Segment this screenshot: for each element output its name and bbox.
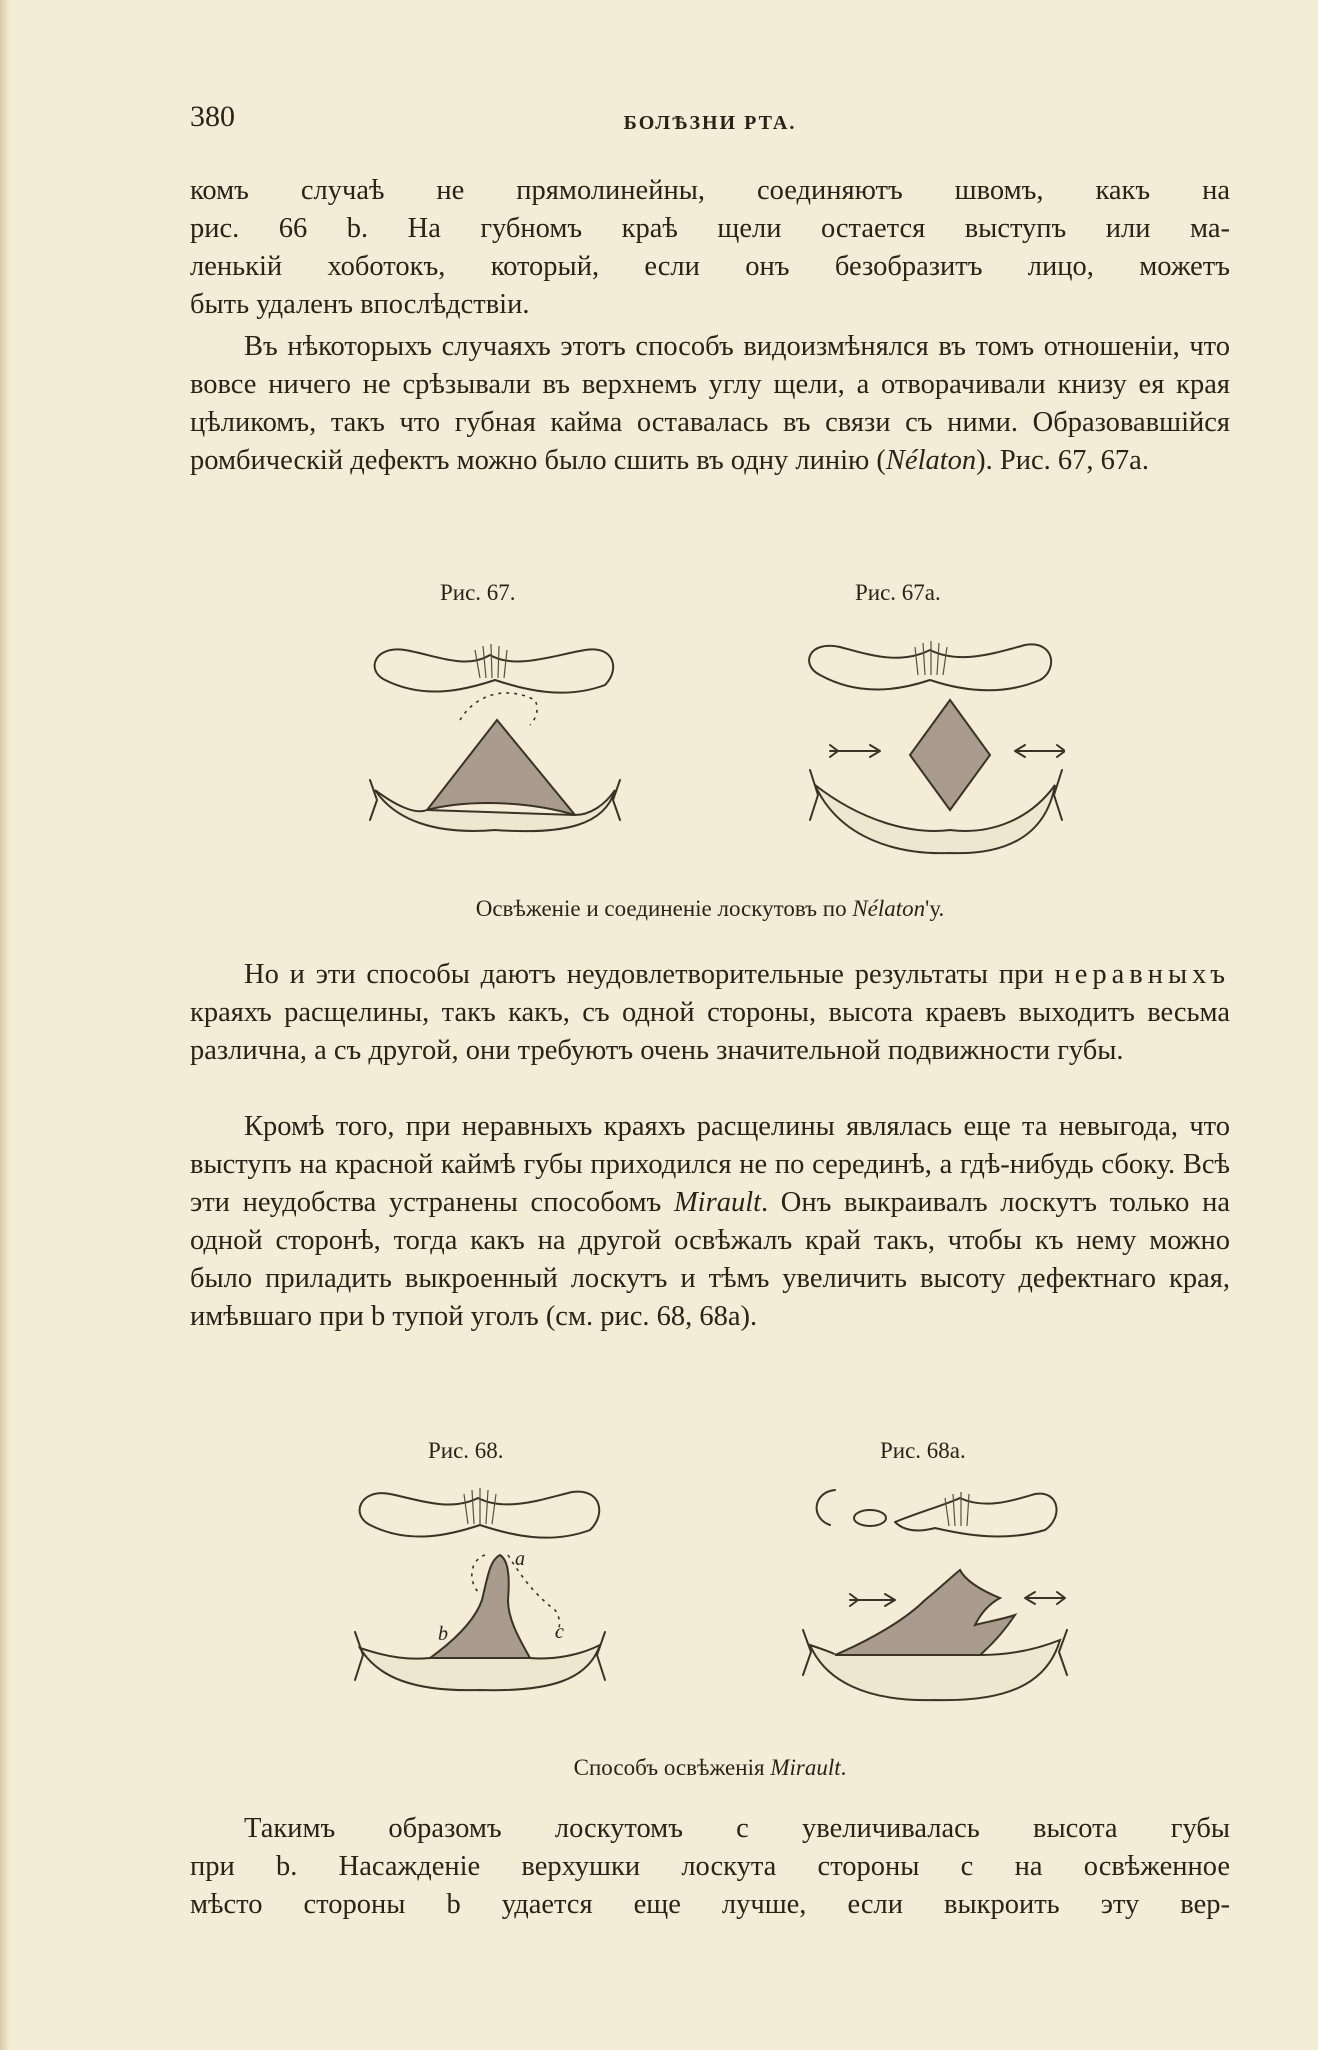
caption-1-suffix: 'у.: [925, 896, 945, 921]
paragraph-3-text-end: краяхъ расщелины, такъ какъ, съ одной стороны, высота краевъ выходитъ весьма различна, а съ другой, они требуютъ очень значительной подвижности губы.: [190, 997, 1230, 1066]
figure-67-label: Рис. 67.: [440, 580, 516, 605]
figure-68-label: Рис. 68.: [428, 1438, 504, 1463]
paragraph-1-line-1: комъ случаѣ не прямолинейны, соединяютъ швомъ, какъ на: [190, 175, 1230, 206]
paragraph-1: [190, 172, 1230, 324]
page-gutter-shadow: [0, 0, 10, 2050]
figure-68-label-c: c: [555, 1621, 564, 1643]
page-number: 380: [190, 100, 235, 133]
paragraph-5-line-1: Такимъ образомъ лоскутомъ с увеличивалась высота губы: [244, 1813, 1230, 1844]
figure-67-illustration: [365, 640, 625, 860]
caption-1-text: Освѣженіе и соединеніе лоскутовъ по: [475, 896, 853, 921]
caption-2-author: Mirault: [770, 1755, 841, 1780]
paragraph-4: [190, 1108, 1230, 1336]
caption-2-suffix: .: [840, 1755, 847, 1780]
caption-2-text: Способъ освѣженія: [573, 1755, 771, 1780]
paragraph-1-line-2: рис. 66 b. На губномъ краѣ щели остается выступъ или ма-: [190, 213, 1230, 244]
paragraph-1-line-4: быть удаленъ впослѣдствіи.: [190, 289, 530, 320]
paragraph-3-text: Но и эти способы даютъ неудовлетворительные результаты при: [244, 959, 1055, 990]
paragraph-3: [190, 956, 1230, 1070]
paragraph-5-line-2: при b. Насажденіе верхушки лоскута стороны с на освѣженное: [190, 1851, 1230, 1882]
paragraph-1-line-3: ленькій хоботокъ, который, если онъ безобразитъ лицо, можетъ: [190, 251, 1230, 282]
paragraph-5: [190, 1810, 1230, 1924]
figure-67a-illustration: [800, 635, 1065, 875]
paragraph-4-text-end: . Онъ выкраивалъ лоскутъ только на одной сторонѣ, тогда какъ на другой освѣжалъ край такъ, чтобы къ нему можно было приладить выкроенный лоскутъ и тѣмъ увеличить высоту дефектнаго края, имѣвшаго при b тупой уголъ (см. рис. 68, 68a).: [190, 1187, 1230, 1332]
running-head: БОЛѢЗНИ РТА.: [623, 112, 797, 134]
page-header: [190, 100, 1230, 140]
figure-68-illustration: [350, 1480, 610, 1715]
figure-68-label-a: a: [515, 1548, 525, 1570]
paragraph-2: [190, 328, 1230, 480]
figure-row-2-caption: [190, 1755, 1230, 1781]
figure-68-label-b: b: [438, 1623, 448, 1645]
figure-68a-label: Рис. 68a.: [880, 1438, 966, 1463]
caption-1-author: Nélaton: [852, 896, 926, 921]
paragraph-4-text: Кромѣ того, при неравныхъ краяхъ расщелины являлась еще та невыгода, что выступъ на красной каймѣ губы приходился не по серединѣ, а гдѣ-нибудь сбоку. Всѣ эти неудобства устранены способомъ: [190, 1111, 1230, 1218]
figure-68a-illustration: [795, 1480, 1075, 1725]
figure-row-1-caption: [190, 896, 1230, 922]
author-nelaton: Nélaton: [885, 445, 977, 476]
paragraph-5-line-3: мѣсто стороны b удается еще лучше, если выкроить эту вер-: [190, 1889, 1230, 1920]
paragraph-2-text: Въ нѣкоторыхъ случаяхъ этотъ способъ видоизмѣнялся въ томъ отношеніи, что вовсе ничего не срѣзывали въ верхнемъ углу щели, а отворачивали книзу ея края цѣликомъ, такъ что губная кайма оставалась въ связи съ ними. Образовавшійся ромбическій дефектъ можно было сшить въ одну линію (: [190, 331, 1230, 476]
author-mirault: Mirault: [673, 1187, 762, 1218]
paragraph-3-emphasis: неравныхъ: [1054, 959, 1230, 990]
paragraph-2-text-end: ). Рис. 67, 67a.: [976, 445, 1149, 476]
figure-67a-label: Рис. 67a.: [855, 580, 941, 605]
